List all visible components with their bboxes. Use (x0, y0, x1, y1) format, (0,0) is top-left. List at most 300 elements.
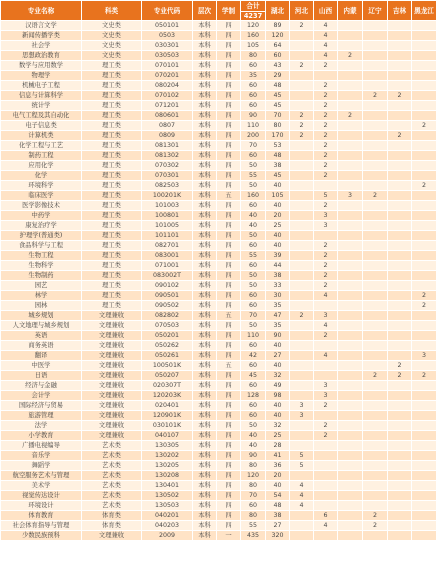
cell-level: 本科 (193, 111, 217, 121)
cell-jilin (388, 261, 412, 271)
cell-hebei (290, 261, 314, 271)
cell-heilongjiang (412, 241, 437, 251)
cell-major-name: 法学 (1, 421, 82, 431)
cell-hubei: 47 (266, 311, 290, 321)
cell-category: 文理兼收 (82, 401, 142, 411)
cell-level: 本科 (193, 61, 217, 71)
cell-total: 60 (241, 301, 266, 311)
cell-category: 理工类 (82, 301, 142, 311)
cell-heilongjiang (412, 401, 437, 411)
cell-major-name: 翻译 (1, 351, 82, 361)
header-province-shanxi: 山西 (314, 1, 338, 21)
cell-jilin (388, 331, 412, 341)
table-row (1, 501, 437, 511)
cell-shanxi: 4 (314, 31, 338, 41)
cell-hebei (290, 231, 314, 241)
cell-major-name: 机械电子工程 (1, 81, 82, 91)
cell-jilin (388, 141, 412, 151)
cell-hebei (290, 101, 314, 111)
cell-years: 四 (217, 21, 241, 31)
cell-total: 90 (241, 111, 266, 121)
cell-heilongjiang: 2 (412, 301, 437, 311)
cell-total: 40 (241, 431, 266, 441)
cell-major-name: 医学影像技术 (1, 201, 82, 211)
cell-jilin: 2 (388, 361, 412, 371)
cell-heilongjiang (412, 461, 437, 471)
cell-level: 本科 (193, 181, 217, 191)
cell-hebei (290, 431, 314, 441)
cell-hebei (290, 471, 314, 481)
cell-category: 文理兼收 (82, 421, 142, 431)
cell-shanxi: 2 (314, 111, 338, 121)
cell-total: 80 (241, 461, 266, 471)
cell-major-code: 083002T (142, 271, 193, 281)
cell-total: 45 (241, 371, 266, 381)
cell-heilongjiang (412, 381, 437, 391)
cell-hebei (290, 271, 314, 281)
table-row (1, 31, 437, 41)
cell-jilin (388, 151, 412, 161)
cell-liaoning (363, 171, 388, 181)
cell-major-code: 020401 (142, 401, 193, 411)
cell-shanxi: 3 (314, 211, 338, 221)
cell-heilongjiang (412, 471, 437, 481)
cell-neimeng (338, 121, 363, 131)
cell-total: 80 (241, 481, 266, 491)
cell-liaoning: 2 (363, 91, 388, 101)
cell-category: 文理兼收 (82, 331, 142, 341)
table-row (1, 81, 437, 91)
cell-major-name: 国际经济与贸易 (1, 401, 82, 411)
cell-level: 本科 (193, 121, 217, 131)
cell-neimeng (338, 341, 363, 351)
cell-shanxi: 2 (314, 331, 338, 341)
cell-major-code: 0807 (142, 121, 193, 131)
cell-hebei (290, 511, 314, 521)
cell-neimeng (338, 161, 363, 171)
cell-hubei: 48 (266, 81, 290, 91)
cell-hubei: 40 (266, 201, 290, 211)
cell-level: 本科 (193, 261, 217, 271)
cell-hebei (290, 191, 314, 201)
cell-heilongjiang (412, 61, 437, 71)
cell-years: 四 (217, 151, 241, 161)
cell-hebei (290, 161, 314, 171)
cell-liaoning (363, 151, 388, 161)
cell-liaoning (363, 311, 388, 321)
cell-hebei (290, 241, 314, 251)
table-row (1, 241, 437, 251)
cell-liaoning (363, 51, 388, 61)
cell-category: 文理兼收 (82, 431, 142, 441)
cell-major-code: 071001 (142, 261, 193, 271)
cell-liaoning (363, 61, 388, 71)
cell-heilongjiang (412, 501, 437, 511)
cell-major-code: 090502 (142, 301, 193, 311)
cell-category: 文理兼收 (82, 371, 142, 381)
cell-total: 110 (241, 121, 266, 131)
cell-years: 四 (217, 201, 241, 211)
cell-shanxi: 2 (314, 271, 338, 281)
cell-jilin (388, 321, 412, 331)
cell-major-name: 会计学 (1, 391, 82, 401)
cell-hubei: 80 (266, 121, 290, 131)
cell-neimeng (338, 291, 363, 301)
cell-shanxi (314, 411, 338, 421)
cell-major-code: 130202 (142, 451, 193, 461)
cell-neimeng: 3 (338, 191, 363, 201)
cell-major-code: 070302 (142, 161, 193, 171)
header-province-liaoning: 辽宁 (363, 1, 388, 21)
cell-neimeng (338, 91, 363, 101)
cell-neimeng (338, 281, 363, 291)
cell-hebei (290, 211, 314, 221)
cell-liaoning (363, 201, 388, 211)
cell-liaoning (363, 331, 388, 341)
cell-hebei (290, 221, 314, 231)
cell-hubei: 90 (266, 331, 290, 341)
table-row (1, 71, 437, 81)
cell-hubei: 320 (266, 531, 290, 541)
cell-total: 60 (241, 81, 266, 91)
cell-liaoning: 2 (363, 521, 388, 531)
cell-heilongjiang (412, 451, 437, 461)
cell-jilin (388, 21, 412, 31)
cell-major-name: 少数民族预科 (1, 531, 82, 541)
cell-level: 本科 (193, 161, 217, 171)
cell-years: 四 (217, 421, 241, 431)
cell-category: 理工类 (82, 271, 142, 281)
cell-hebei (290, 351, 314, 361)
cell-major-name: 应用化学 (1, 161, 82, 171)
cell-years: 四 (217, 281, 241, 291)
cell-hubei: 27 (266, 351, 290, 361)
cell-level: 本科 (193, 271, 217, 281)
cell-hebei (290, 361, 314, 371)
cell-hebei: 3 (290, 401, 314, 411)
cell-major-code: 050101 (142, 21, 193, 31)
cell-major-name: 中医学 (1, 361, 82, 371)
table-row (1, 421, 437, 431)
cell-liaoning (363, 431, 388, 441)
cell-level: 本科 (193, 461, 217, 471)
cell-major-name: 社会学 (1, 41, 82, 51)
cell-hebei (290, 51, 314, 61)
cell-hubei: 54 (266, 491, 290, 501)
cell-major-code: 100501K (142, 361, 193, 371)
cell-hubei: 38 (266, 271, 290, 281)
table-row (1, 431, 437, 441)
cell-jilin: 2 (388, 371, 412, 381)
cell-major-code: 120203K (142, 391, 193, 401)
cell-category: 理工类 (82, 221, 142, 231)
cell-major-code: 070201 (142, 71, 193, 81)
cell-liaoning (363, 301, 388, 311)
cell-hubei: 38 (266, 511, 290, 521)
cell-level: 本科 (193, 151, 217, 161)
cell-hubei: 35 (266, 321, 290, 331)
cell-category: 文理兼收 (82, 321, 142, 331)
cell-hubei: 48 (266, 151, 290, 161)
cell-jilin (388, 221, 412, 231)
cell-hebei: 2 (290, 61, 314, 71)
cell-hubei: 45 (266, 101, 290, 111)
cell-hebei (290, 31, 314, 41)
cell-shanxi: 2 (314, 121, 338, 131)
cell-heilongjiang (412, 421, 437, 431)
table-row (1, 61, 437, 71)
cell-total: 55 (241, 521, 266, 531)
cell-total: 60 (241, 381, 266, 391)
cell-level: 本科 (193, 201, 217, 211)
cell-hebei (290, 251, 314, 261)
cell-years: 四 (217, 411, 241, 421)
table-row (1, 531, 437, 541)
cell-years: 四 (217, 491, 241, 501)
cell-neimeng (338, 381, 363, 391)
cell-major-name: 经济与金融 (1, 381, 82, 391)
cell-level: 本科 (193, 381, 217, 391)
cell-level: 本科 (193, 451, 217, 461)
table-row (1, 521, 437, 531)
cell-neimeng (338, 301, 363, 311)
cell-jilin (388, 191, 412, 201)
cell-jilin (388, 481, 412, 491)
cell-major-name: 生物科学 (1, 261, 82, 271)
table-row (1, 171, 437, 181)
cell-liaoning (363, 101, 388, 111)
cell-level: 本科 (193, 241, 217, 251)
cell-jilin (388, 421, 412, 431)
cell-level: 本科 (193, 341, 217, 351)
cell-liaoning (363, 211, 388, 221)
cell-heilongjiang (412, 191, 437, 201)
cell-jilin (388, 381, 412, 391)
cell-category: 文理兼收 (82, 531, 142, 541)
cell-major-code: 130205 (142, 461, 193, 471)
cell-hebei: 2 (290, 121, 314, 131)
header-category: 科类 (82, 1, 142, 21)
cell-heilongjiang: 3 (412, 351, 437, 361)
cell-years: 四 (217, 331, 241, 341)
cell-level: 本科 (193, 501, 217, 511)
cell-category: 理工类 (82, 151, 142, 161)
cell-level: 本科 (193, 231, 217, 241)
cell-major-code: 082802 (142, 311, 193, 321)
cell-liaoning (363, 421, 388, 431)
cell-years: 五 (217, 361, 241, 371)
cell-category: 理工类 (82, 91, 142, 101)
cell-hebei (290, 321, 314, 331)
cell-hebei (290, 91, 314, 101)
cell-shanxi (314, 491, 338, 501)
cell-level: 本科 (193, 21, 217, 31)
cell-major-code: 100201K (142, 191, 193, 201)
cell-major-name: 思想政治教育 (1, 51, 82, 61)
cell-total: 40 (241, 221, 266, 231)
cell-heilongjiang (412, 481, 437, 491)
table-row (1, 341, 437, 351)
cell-major-name: 数学与应用数学 (1, 61, 82, 71)
cell-hebei (290, 201, 314, 211)
cell-major-code: 070301 (142, 171, 193, 181)
cell-shanxi (314, 531, 338, 541)
cell-liaoning (363, 221, 388, 231)
table-row (1, 461, 437, 471)
cell-hebei (290, 421, 314, 431)
cell-neimeng (338, 101, 363, 111)
cell-major-code: 082503 (142, 181, 193, 191)
cell-liaoning (363, 161, 388, 171)
cell-major-name: 旅游管理 (1, 411, 82, 421)
cell-liaoning (363, 81, 388, 91)
cell-category: 艺术类 (82, 481, 142, 491)
cell-shanxi: 2 (314, 431, 338, 441)
cell-shanxi (314, 451, 338, 461)
cell-hebei (290, 371, 314, 381)
cell-heilongjiang (412, 161, 437, 171)
cell-major-name: 生物工程 (1, 251, 82, 261)
cell-years: 四 (217, 481, 241, 491)
cell-years: 四 (217, 341, 241, 351)
cell-heilongjiang (412, 391, 437, 401)
cell-heilongjiang (412, 221, 437, 231)
cell-shanxi: 2 (314, 251, 338, 261)
cell-hubei: 49 (266, 381, 290, 391)
cell-hebei (290, 181, 314, 191)
cell-hebei (290, 291, 314, 301)
table-row (1, 311, 437, 321)
table-row (1, 331, 437, 341)
cell-heilongjiang (412, 211, 437, 221)
cell-shanxi: 4 (314, 51, 338, 61)
cell-major-name: 航空服务艺术与管理 (1, 471, 82, 481)
cell-years: 四 (217, 41, 241, 51)
cell-liaoning (363, 231, 388, 241)
cell-hebei: 2 (290, 111, 314, 121)
cell-total: 60 (241, 201, 266, 211)
cell-major-code: 020307T (142, 381, 193, 391)
cell-level: 本科 (193, 41, 217, 51)
cell-hubei: 40 (266, 481, 290, 491)
cell-heilongjiang (412, 101, 437, 111)
cell-years: 四 (217, 141, 241, 151)
cell-major-code: 130502 (142, 491, 193, 501)
cell-total: 50 (241, 281, 266, 291)
cell-hubei: 70 (266, 111, 290, 121)
table-row (1, 471, 437, 481)
table-row (1, 21, 437, 31)
cell-hebei (290, 341, 314, 351)
cell-hebei: 4 (290, 491, 314, 501)
cell-hubei: 43 (266, 61, 290, 71)
cell-shanxi: 2 (314, 421, 338, 431)
cell-hubei: 48 (266, 501, 290, 511)
cell-heilongjiang (412, 251, 437, 261)
cell-heilongjiang (412, 81, 437, 91)
cell-shanxi: 2 (314, 261, 338, 271)
cell-shanxi: 4 (314, 41, 338, 51)
cell-total: 60 (241, 501, 266, 511)
cell-category: 理工类 (82, 241, 142, 251)
cell-major-name: 护理学(普通类) (1, 231, 82, 241)
cell-years: 四 (217, 461, 241, 471)
cell-neimeng (338, 401, 363, 411)
cell-neimeng (338, 131, 363, 141)
cell-years: 四 (217, 501, 241, 511)
cell-hebei: 2 (290, 131, 314, 141)
cell-neimeng (338, 31, 363, 41)
cell-heilongjiang (412, 271, 437, 281)
cell-hubei: 170 (266, 131, 290, 141)
cell-years: 四 (217, 321, 241, 331)
cell-major-name: 音乐学 (1, 451, 82, 461)
table-row (1, 321, 437, 331)
table-row (1, 451, 437, 461)
cell-years: 四 (217, 91, 241, 101)
table-row (1, 201, 437, 211)
cell-major-code: 050207 (142, 371, 193, 381)
table-row (1, 161, 437, 171)
cell-category: 理工类 (82, 261, 142, 271)
cell-major-name: 康复治疗学 (1, 221, 82, 231)
cell-hebei (290, 441, 314, 451)
cell-major-code: 120901K (142, 411, 193, 421)
cell-major-code: 040201 (142, 511, 193, 521)
cell-total: 60 (241, 241, 266, 251)
cell-total: 50 (241, 161, 266, 171)
header-province-hebei: 河北 (290, 1, 314, 21)
cell-major-name: 电子信息类 (1, 121, 82, 131)
cell-shanxi (314, 341, 338, 351)
cell-hubei: 40 (266, 231, 290, 241)
cell-level: 本科 (193, 431, 217, 441)
cell-total: 60 (241, 341, 266, 351)
cell-major-name: 中药学 (1, 211, 82, 221)
cell-total: 105 (241, 41, 266, 51)
cell-liaoning (363, 41, 388, 51)
cell-years: 四 (217, 521, 241, 531)
cell-hebei (290, 531, 314, 541)
cell-major-code: 0809 (142, 131, 193, 141)
table-row (1, 291, 437, 301)
cell-major-code: 080204 (142, 81, 193, 91)
cell-level: 本科 (193, 171, 217, 181)
cell-total: 160 (241, 191, 266, 201)
cell-category: 理工类 (82, 291, 142, 301)
cell-major-code: 070503 (142, 321, 193, 331)
cell-jilin (388, 401, 412, 411)
cell-jilin: 2 (388, 91, 412, 101)
cell-heilongjiang (412, 491, 437, 501)
cell-major-code: 030101K (142, 421, 193, 431)
cell-hubei: 33 (266, 281, 290, 291)
cell-major-code: 070102 (142, 91, 193, 101)
cell-hebei: 3 (290, 411, 314, 421)
cell-liaoning (363, 281, 388, 291)
cell-level: 本科 (193, 471, 217, 481)
cell-liaoning (363, 71, 388, 81)
cell-level: 本科 (193, 411, 217, 421)
cell-liaoning (363, 291, 388, 301)
cell-shanxi (314, 481, 338, 491)
cell-jilin (388, 251, 412, 261)
cell-category: 理工类 (82, 171, 142, 181)
cell-heilongjiang (412, 41, 437, 51)
cell-major-code: 050261 (142, 351, 193, 361)
cell-level: 本科 (193, 511, 217, 521)
cell-years: 四 (217, 211, 241, 221)
